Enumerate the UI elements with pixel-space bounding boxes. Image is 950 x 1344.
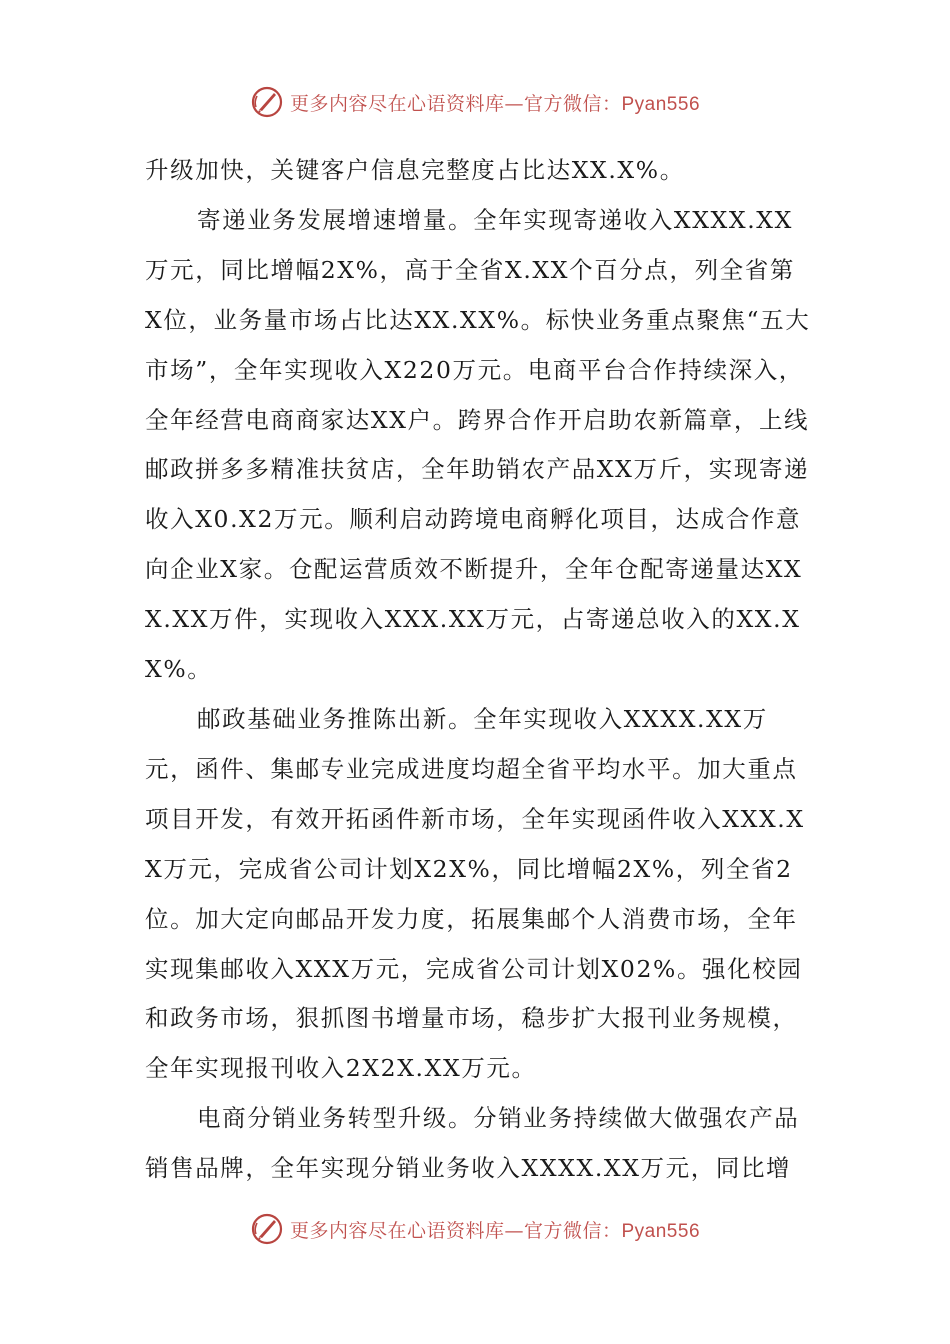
wechat-id: Pyan556 <box>621 93 701 115</box>
quill-pen-seal-icon <box>250 1212 284 1246</box>
footer-watermark <box>0 1209 950 1249</box>
watermark-text: 更多内容尽在心语资料库—官方微信：Pyan556 <box>289 92 701 115</box>
paragraph-continuation: 升级加快，关键客户信息完整度占比达XX.X%。 <box>145 156 685 184</box>
quill-pen-seal-icon <box>250 85 284 119</box>
header-watermark <box>0 82 950 122</box>
paragraph-ecommerce-distribution: 电商分销业务转型升级。分销业务持续做大做强农产品销售品牌，全年实现分销业务收入XXXX.XX万元，同比增 <box>145 1104 800 1183</box>
paragraph-postal-basic-business: 邮政基础业务推陈出新。全年实现收入XXXX.XX万元，函件、集邮专业完成进度均超全省平均水平。加大重点项目开发，有效开拓函件新市场，全年实现函件收入XXX.XX万元，完成省公司计划X2X%，同比增幅2X%，列全省2位。加大定向邮品开发力度，拓展集邮个人消费市场，全年实现集邮收入XXX万元，完成省公司计划X02%。强化校园和政务市场，狠抓图书增量市场，稳步扩大报刊业务规模，全年实现报刊收入2X2X.XX万元。 <box>145 704 805 1083</box>
paragraph-delivery-business: 寄递业务发展增速增量。全年实现寄递收入XXXX.XX万元，同比增幅2X%，高于全省X.XX个百分点，列全省第X位，业务量市场占比达XX.XX%。标快业务重点聚焦“五大市场”，全年实现收入X220万元。电商平台合作持续深入，全年经营电商商家达XX户。跨界合作开启助农新篇章，上线邮政拼多多精准扶贫店，全年助销农产品XX万斤，实现寄递收入X0.X2万元。顺利启动跨境电商孵化项目，达成合作意向企业X家。仓配运营质效不断提升，全年仓配寄递量达XXX.XX万件，实现收入XXX.XX万元，占寄递总收入的XX.XX%。 <box>145 205 811 684</box>
wechat-id: Pyan556 <box>621 1220 701 1242</box>
watermark-text: 更多内容尽在心语资料库—官方微信：Pyan556 <box>289 1219 701 1242</box>
document-body <box>145 146 813 1194</box>
